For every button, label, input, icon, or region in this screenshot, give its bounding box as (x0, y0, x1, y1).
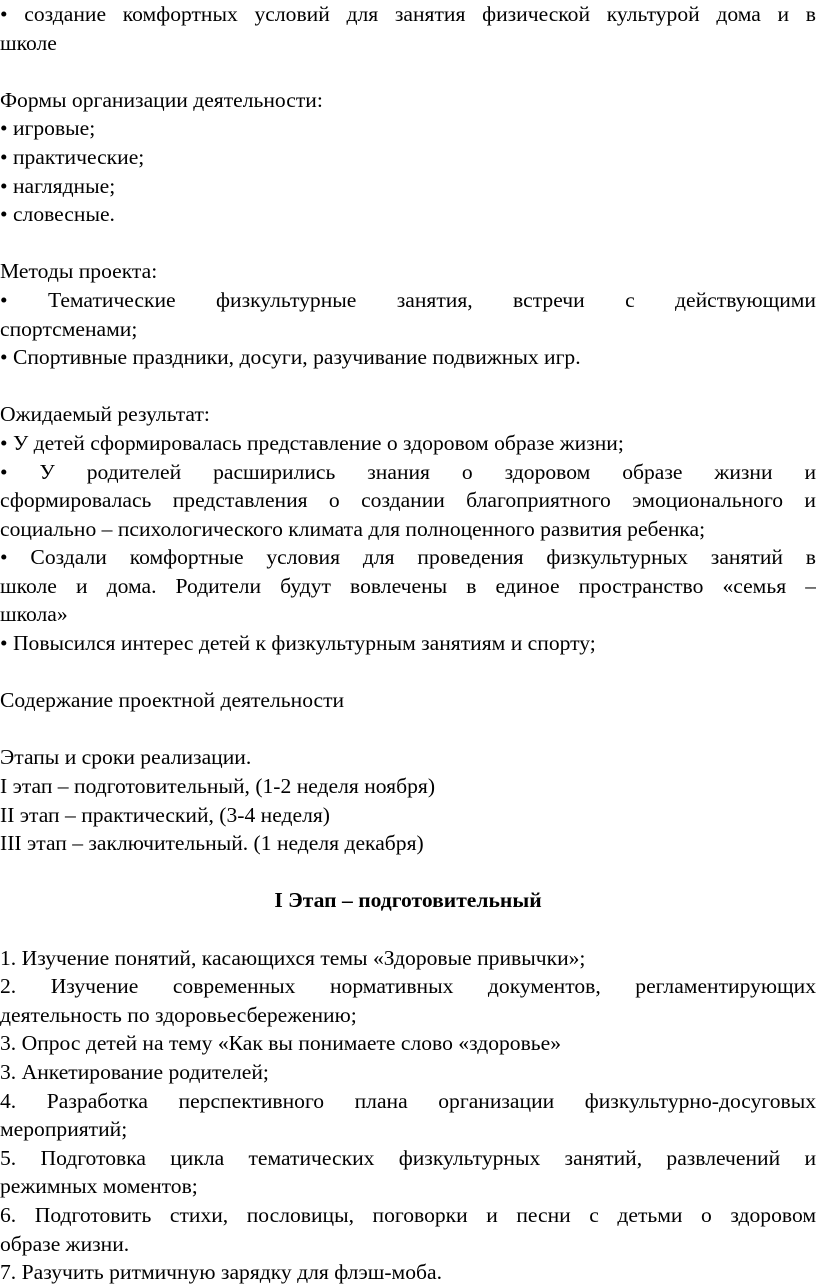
task-2-line-1: 2. Изучение современных нормативных документов, регламентирующих (0, 974, 816, 999)
forms-item: • наглядные; (0, 173, 116, 198)
methods-item-1-line-2: спортсменами; (0, 316, 138, 341)
blank-line (0, 57, 816, 86)
result-3-line-1: • Создали комфортные условия для проведения физкультурных занятий в (0, 545, 816, 570)
task-4-line-2: мероприятий; (0, 1117, 128, 1142)
stage-item-3: III этап – заключительный. (1 неделя декабря) (0, 831, 424, 856)
forms-item: • словесные. (0, 202, 115, 227)
task-3b: 3. Анкетирование родителей; (0, 1059, 269, 1084)
methods-item-2: • Спортивные праздники, досуги, разучивание подвижных игр. (0, 345, 581, 370)
blank-line (0, 372, 816, 401)
blank-line (0, 715, 816, 744)
task-5-line-2: режимных моментов; (0, 1174, 198, 1199)
stage-item-2: II этап – практический, (3-4 неделя) (0, 802, 331, 827)
result-3-line-3: школа» (0, 602, 68, 627)
stage-1-title: I Этап – подготовительный (274, 888, 542, 913)
task-4-line-1: 4. Разработка перспективного плана организации физкультурно-досуговых (0, 1088, 816, 1113)
result-4: • Повысился интерес детей к физкультурным занятиям и спорту; (0, 631, 596, 656)
task-3a: 3. Опрос детей на тему «Как вы понимаете слово «здоровье» (0, 1031, 562, 1056)
forms-item: • игровые; (0, 116, 96, 141)
task-5-line-1: 5. Подготовка цикла тематических физкультурных занятий, развлечений и (0, 1145, 816, 1170)
stage-item-1: I этап – подготовительный, (1-2 неделя ноября) (0, 774, 436, 799)
task-6-line-2: образе жизни. (0, 1231, 130, 1256)
intro-line-2: школе (0, 30, 57, 55)
task-2-line-2: деятельность по здоровьесбережению; (0, 1002, 357, 1027)
blank-line (0, 658, 816, 687)
methods-heading: Методы проекта: (0, 259, 158, 284)
blank-line (0, 229, 816, 258)
result-1: • У детей сформировалась представление о здоровом образе жизни; (0, 430, 624, 455)
result-2-line-3: социально – психологического климата для полноценного развития ребенка; (0, 516, 706, 541)
methods-item-1-line-1: • Тематические физкультурные занятия, встречи с действующими (0, 287, 816, 312)
blank-line (0, 915, 816, 944)
task-1: 1. Изучение понятий, касающихся темы «Здоровые привычки»; (0, 945, 586, 970)
content-heading: Содержание проектной деятельности (0, 688, 345, 713)
results-heading: Ожидаемый результат: (0, 402, 210, 427)
result-3-line-2: школе и дома. Родители будут вовлечены в единое пространство «семья – (0, 573, 816, 598)
task-6-line-1: 6. Подготовить стихи, пословицы, поговорки и песни с детьми о здоровом (0, 1202, 816, 1227)
result-2-line-2: сформировалась представления о создании благоприятного эмоционального и (0, 488, 816, 513)
result-2-line-1: • У родителей расширились знания о здоровом образе жизни и (0, 459, 816, 484)
blank-line (0, 858, 816, 887)
forms-heading: Формы организации деятельности: (0, 87, 323, 112)
stages-heading: Этапы и сроки реализации. (0, 745, 252, 770)
forms-item: • практические; (0, 144, 145, 169)
task-7: 7. Разучить ритмичную зарядку для флэш-моба. (0, 1260, 442, 1285)
intro-line-1: • создание комфортных условий для занятия физической культурой дома и в (0, 2, 816, 26)
